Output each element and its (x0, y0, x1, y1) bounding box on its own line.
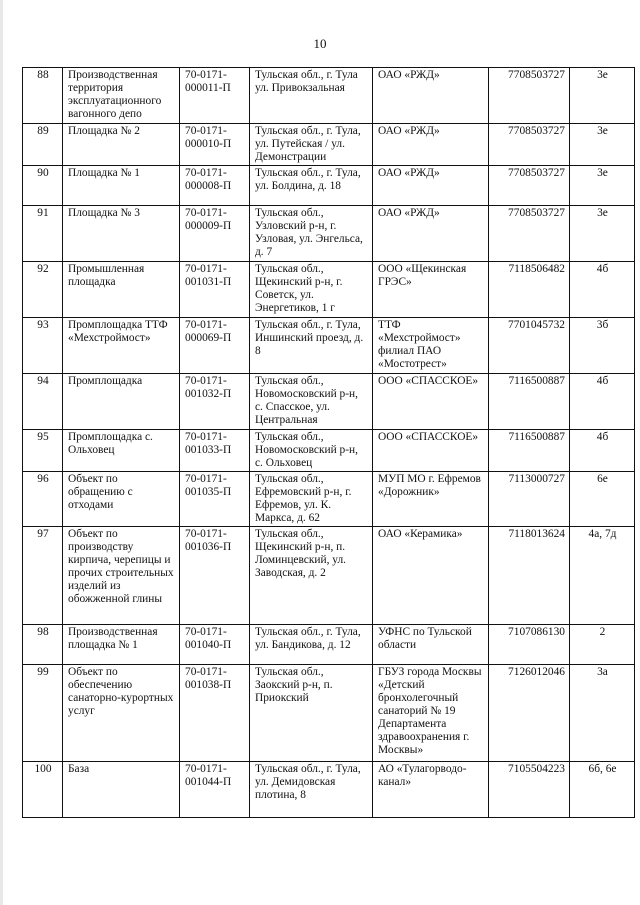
operator-name: УФНС по Тульской области (373, 625, 489, 665)
object-category: 4б (570, 430, 635, 472)
object-name: Площадка № 2 (63, 124, 180, 166)
object-name: Площадка № 1 (63, 166, 180, 206)
row-number: 92 (23, 262, 63, 318)
object-name: Производственная территория эксплуатационного вагонного депо (63, 68, 180, 124)
object-code: 70-0171-001035-П (180, 472, 250, 527)
object-name: Промплощадка ТТФ «Мехстроймост» (63, 318, 180, 374)
operator-name: ОАО «РЖД» (373, 68, 489, 124)
object-category: 4б (570, 262, 635, 318)
operator-inn: 7116500887 (489, 374, 570, 430)
object-category: 6е (570, 472, 635, 527)
object-code: 70-0171-000008-П (180, 166, 250, 206)
table-row (23, 68, 635, 124)
operator-inn: 7708503727 (489, 166, 570, 206)
object-category: 4б (570, 374, 635, 430)
operator-name: ГБУЗ города Москвы «Детский бронхолегочный санаторий № 19 Департамента здравоохранения г. Москвы» (373, 665, 489, 762)
object-address: Тульская обл., г. Тула, ул. Болдина, д. 18 (250, 166, 373, 206)
operator-name: ОАО «Керамика» (373, 527, 489, 625)
object-address: Тульская обл., Узловский р-н, г. Узловая, ул. Энгельса, д. 7 (250, 206, 373, 262)
table-row (23, 527, 635, 625)
operator-inn: 7105504223 (489, 762, 570, 818)
object-address: Тульская обл., г. Тула, Иншинский проезд, д. 8 (250, 318, 373, 374)
row-number: 93 (23, 318, 63, 374)
object-category: 3а (570, 665, 635, 762)
object-name: Производственная площадка № 1 (63, 625, 180, 665)
object-address: Тульская обл., г. Тула, ул. Путейская / ул. Демонстрации (250, 124, 373, 166)
row-number: 99 (23, 665, 63, 762)
row-number: 100 (23, 762, 63, 818)
operator-name: ООО «Щекинская ГРЭС» (373, 262, 489, 318)
object-code: 70-0171-001038-П (180, 665, 250, 762)
row-number: 89 (23, 124, 63, 166)
operator-name: ООО «СПАССКОЕ» (373, 430, 489, 472)
object-name: Объект по обеспечению санаторно-курортных услуг (63, 665, 180, 762)
operator-inn: 7118506482 (489, 262, 570, 318)
object-code: 70-0171-000009-П (180, 206, 250, 262)
table-row (23, 262, 635, 318)
registry-rows (23, 68, 635, 818)
object-address: Тульская обл., Новомосковский р-н, с. Ольховец (250, 430, 373, 472)
row-number: 91 (23, 206, 63, 262)
row-number: 88 (23, 68, 63, 124)
object-address: Тульская обл., Щекинский р-н, г. Советск, ул. Энергетиков, 1 г (250, 262, 373, 318)
object-code: 70-0171-001036-П (180, 527, 250, 625)
table-row (23, 166, 635, 206)
operator-name: ООО «СПАССКОЕ» (373, 374, 489, 430)
operator-inn: 7708503727 (489, 124, 570, 166)
operator-name: МУП МО г. Ефремов «Дорожник» (373, 472, 489, 527)
table-row (23, 124, 635, 166)
operator-name: ОАО «РЖД» (373, 206, 489, 262)
object-name: База (63, 762, 180, 818)
operator-name: ОАО «РЖД» (373, 124, 489, 166)
row-number: 94 (23, 374, 63, 430)
object-category: 2 (570, 625, 635, 665)
table-row (23, 430, 635, 472)
object-address: Тульская обл., Ефремовский р-н, г. Ефремов, ул. К. Маркса, д. 62 (250, 472, 373, 527)
object-address: Тульская обл., Новомосковский р-н, с. Спасское, ул. Центральная (250, 374, 373, 430)
object-address: Тульская обл., г. Тула, ул. Демидовская плотина, 8 (250, 762, 373, 818)
object-name: Промплощадка с. Ольховец (63, 430, 180, 472)
object-code: 70-0171-001032-П (180, 374, 250, 430)
operator-inn: 7708503727 (489, 206, 570, 262)
object-category: 3е (570, 166, 635, 206)
operator-inn: 7107086130 (489, 625, 570, 665)
object-category: 3е (570, 68, 635, 124)
object-code: 70-0171-001040-П (180, 625, 250, 665)
object-name: Промплощадка (63, 374, 180, 430)
table-row (23, 665, 635, 762)
table-row (23, 625, 635, 665)
object-code: 70-0171-000010-П (180, 124, 250, 166)
object-code: 70-0171-001033-П (180, 430, 250, 472)
row-number: 98 (23, 625, 63, 665)
object-name: Объект по производству кирпича, черепицы и прочих строительных изделий из обожженной глины (63, 527, 180, 625)
row-number: 97 (23, 527, 63, 625)
object-name: Объект по обращению с отходами (63, 472, 180, 527)
object-category: 4а, 7д (570, 527, 635, 625)
object-address: Тульская обл., г. Тула ул. Привокзальная (250, 68, 373, 124)
object-name: Промышленная площадка (63, 262, 180, 318)
table-row (23, 374, 635, 430)
object-name: Площадка № 3 (63, 206, 180, 262)
page-number: 10 (313, 36, 327, 51)
object-code: 70-0171-001031-П (180, 262, 250, 318)
scan-edge (0, 0, 3, 905)
object-address: Тульская обл., Заокский р-н, п. Приокский (250, 665, 373, 762)
object-category: 3б (570, 318, 635, 374)
object-address: Тульская обл., г. Тула, ул. Бандикова, д. 12 (250, 625, 373, 665)
object-category: 6б, 6е (570, 762, 635, 818)
table-row (23, 472, 635, 527)
row-number: 96 (23, 472, 63, 527)
table-row (23, 206, 635, 262)
table-row (23, 318, 635, 374)
row-number: 90 (23, 166, 63, 206)
row-number: 95 (23, 430, 63, 472)
operator-inn: 7116500887 (489, 430, 570, 472)
operator-inn: 7701045732 (489, 318, 570, 374)
object-address: Тульская обл., Щекинский р-н, п. Ломинцевский, ул. Заводская, д. 2 (250, 527, 373, 625)
operator-name: ОАО «РЖД» (373, 166, 489, 206)
operator-inn: 7126012046 (489, 665, 570, 762)
operator-inn: 7708503727 (489, 68, 570, 124)
registry-table (22, 67, 635, 818)
object-category: 3е (570, 124, 635, 166)
object-code: 70-0171-000069-П (180, 318, 250, 374)
operator-inn: 7113000727 (489, 472, 570, 527)
object-code: 70-0171-000011-П (180, 68, 250, 124)
operator-name: ТТФ «Мехстроймост» филиал ПАО «Мостотрест» (373, 318, 489, 374)
object-code: 70-0171-001044-П (180, 762, 250, 818)
object-category: 3е (570, 206, 635, 262)
table-row (23, 762, 635, 818)
operator-name: АО «Тулагорводо-канал» (373, 762, 489, 818)
operator-inn: 7118013624 (489, 527, 570, 625)
